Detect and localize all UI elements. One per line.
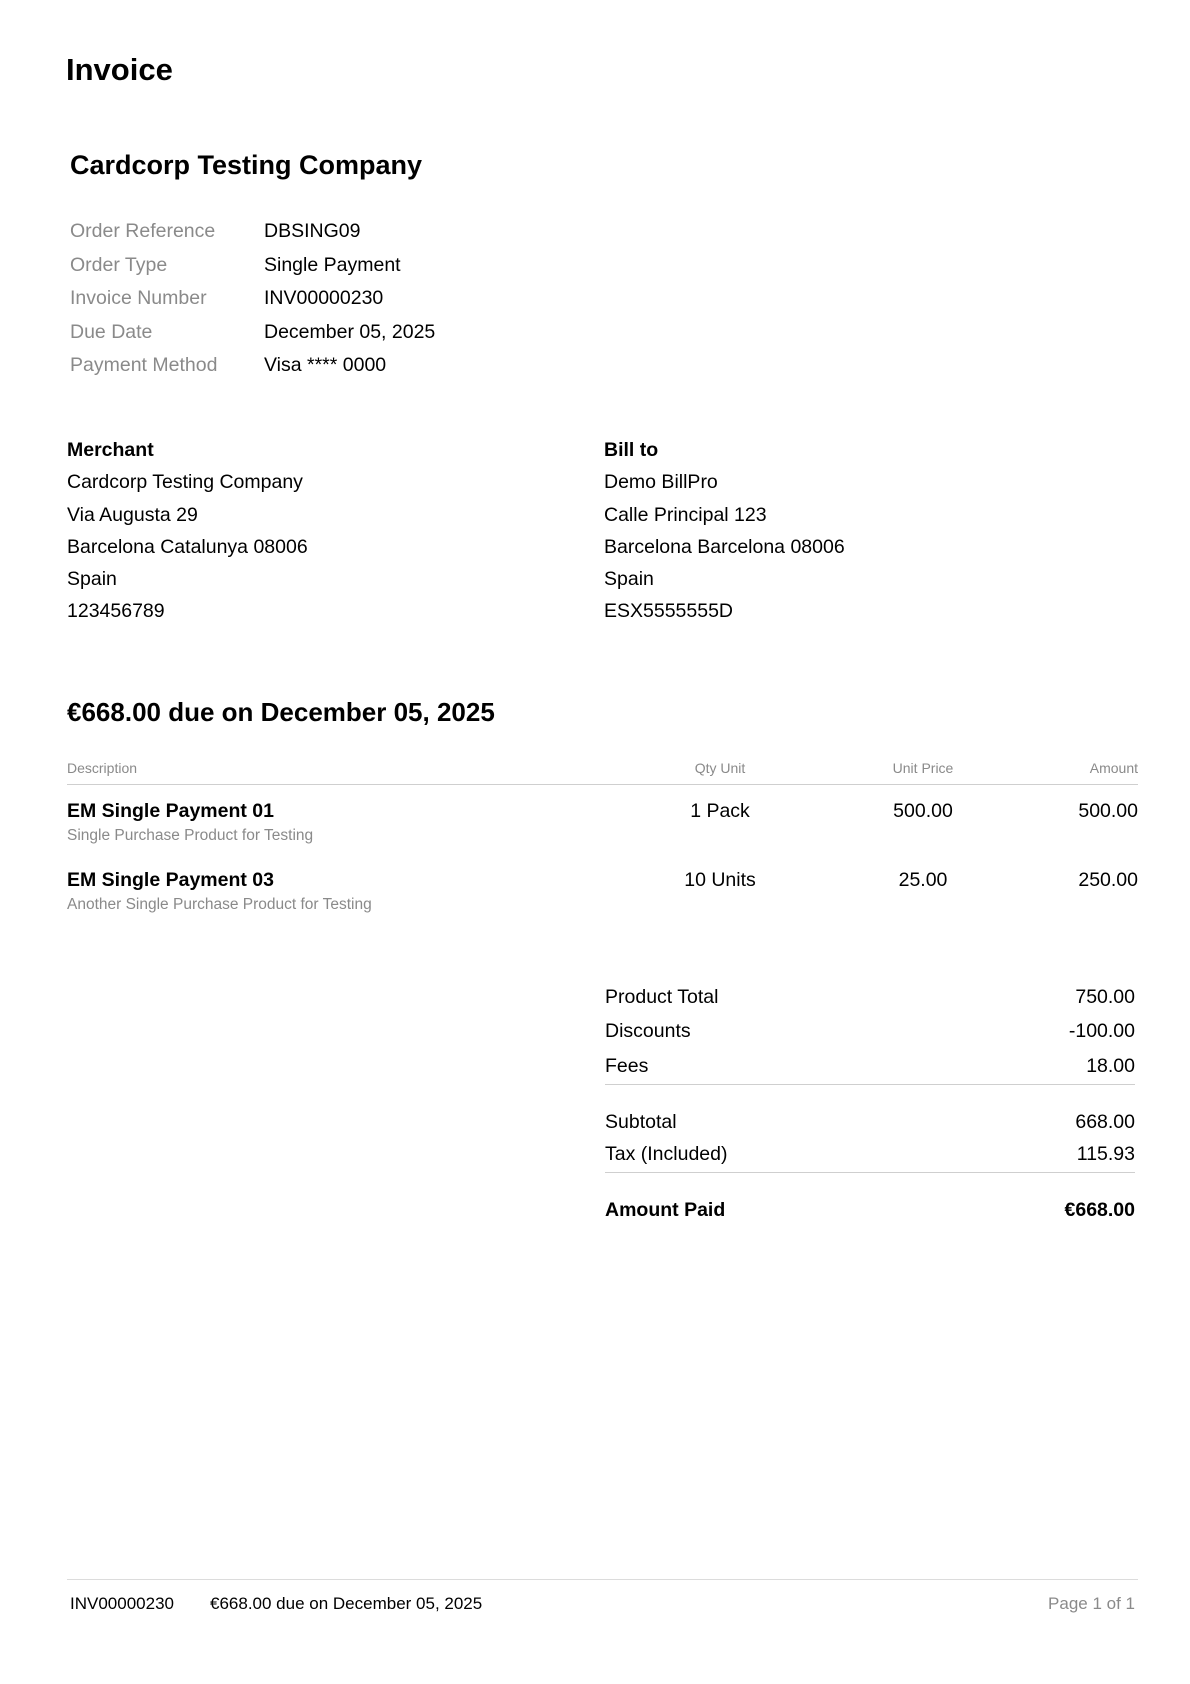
bill-to-city: Barcelona Barcelona 08006: [604, 535, 845, 558]
invoice-number-row: [70, 282, 435, 316]
bill-to-tax-id: ESX5555555D: [604, 600, 734, 623]
tax-row: [605, 1138, 1135, 1173]
merchant-street: Via Augusta 29: [67, 503, 198, 526]
subtotal-label: Subtotal: [605, 1084, 941, 1138]
item-qty-unit: 1 Pack: [690, 800, 750, 822]
bill-to-street: Calle Principal 123: [604, 503, 767, 526]
discounts-label: Discounts: [605, 1020, 691, 1043]
subtotal-row: [605, 1084, 1135, 1138]
due-date-row: [70, 316, 435, 350]
merchant-address: [67, 434, 308, 628]
item-name: EM Single Payment 01: [67, 800, 274, 822]
item-unit-price: 25.00: [898, 869, 948, 891]
product-total-label: Product Total: [605, 985, 719, 1008]
amount-paid-row: [605, 1173, 1135, 1227]
item-unit-price: 500.00: [893, 800, 953, 822]
description-header: Description: [67, 760, 627, 785]
merchant-name: Cardcorp Testing Company: [67, 471, 303, 494]
item-description: Another Single Purchase Product for Testing: [67, 896, 372, 913]
table-row: [67, 845, 1138, 914]
due-date-label: Due Date: [70, 320, 153, 343]
amount-paid-label: Amount Paid: [605, 1173, 941, 1227]
qty-unit-header: Qty Unit: [627, 760, 813, 785]
footer-page-number: Page 1 of 1: [1048, 1594, 1135, 1613]
amount-paid-value: €668.00: [941, 1173, 1135, 1227]
item-description-cell: [67, 785, 627, 846]
merchant-tax-id: 123456789: [67, 600, 165, 623]
invoice-number-value: INV00000230: [264, 287, 384, 310]
order-type-value: Single Payment: [264, 253, 401, 276]
order-reference-label: Order Reference: [70, 220, 216, 243]
payment-method-row: [70, 349, 435, 383]
tax-value: 115.93: [1076, 1143, 1135, 1166]
order-reference-value: DBSING09: [264, 220, 361, 243]
payment-method-label: Payment Method: [70, 354, 218, 377]
invoice-number-label: Invoice Number: [70, 287, 207, 310]
due-date-value: December 05, 2025: [264, 320, 436, 343]
fees-row: [605, 1049, 1135, 1084]
footer-invoice-number: INV00000230: [70, 1594, 174, 1613]
product-total-row: [605, 980, 1135, 1015]
merchant-heading: Merchant: [67, 439, 154, 461]
amount-due-heading: €668.00 due on December 05, 2025: [67, 697, 495, 727]
order-type-label: Order Type: [70, 253, 168, 276]
item-amount: 500.00: [1078, 800, 1138, 822]
document-title: Invoice: [66, 52, 173, 87]
item-description-cell: [67, 845, 627, 914]
bill-to-address: [604, 434, 845, 628]
discounts-value: -100.00: [1068, 1020, 1135, 1043]
merchant-country: Spain: [67, 568, 117, 591]
amount-header: Amount: [1033, 760, 1138, 785]
discounts-row: [605, 1015, 1135, 1050]
order-type-row: [70, 249, 435, 283]
order-reference-row: [70, 215, 435, 249]
tax-label: Tax (Included): [605, 1143, 728, 1166]
subtotal-value: 668.00: [941, 1084, 1135, 1138]
bill-to-name: Demo BillPro: [604, 471, 718, 494]
fees-label: Fees: [605, 1054, 649, 1077]
unit-price-header: Unit Price: [813, 760, 1033, 785]
item-description: Single Purchase Product for Testing: [67, 827, 314, 844]
table-row: [67, 785, 1138, 846]
line-items-header: [67, 760, 1138, 785]
product-total-value: 750.00: [1075, 985, 1135, 1008]
merchant-city: Barcelona Catalunya 08006: [67, 535, 308, 558]
line-items-table: [67, 760, 1138, 914]
payment-method-value: Visa **** 0000: [264, 354, 387, 377]
item-amount: 250.00: [1078, 869, 1138, 891]
footer-due-text: €668.00 due on December 05, 2025: [210, 1594, 483, 1613]
fees-value: 18.00: [1086, 1054, 1135, 1077]
bill-to-heading: Bill to: [604, 439, 659, 461]
bill-to-country: Spain: [604, 568, 654, 591]
totals-table: [605, 980, 1135, 1226]
company-name: Cardcorp Testing Company: [70, 150, 423, 180]
item-qty-unit: 10 Units: [684, 869, 756, 891]
item-name: EM Single Payment 03: [67, 869, 274, 891]
footer-divider: [67, 1579, 1138, 1580]
order-details-table: [70, 215, 435, 383]
